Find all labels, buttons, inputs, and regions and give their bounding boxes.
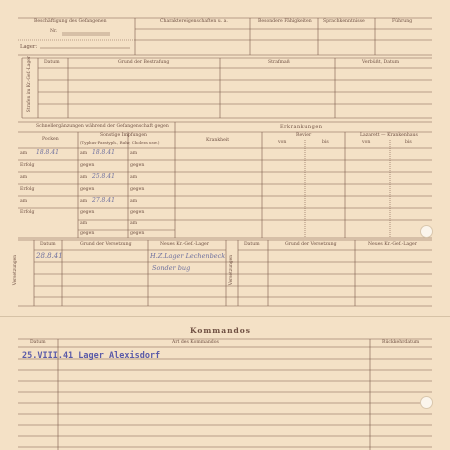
kommando-stamp: 25.VIII.41 Lager Alexisdorf [22,351,161,361]
strafen-side-label: Strafen im Kr.-Gef.-Lager [26,56,32,113]
kommandos-title: Kommandos [190,326,252,335]
row-label: gegen [80,231,95,236]
special-abilities-label: Besondere Fähigkeiten [258,19,312,24]
row-label: Erfolg [20,163,35,168]
hospital-header: Lazarett — Krankenhaus [360,133,418,138]
punch-hole [420,396,433,409]
row-label: am [130,199,138,204]
row-label: gegen [130,231,145,236]
revier-from: von [278,140,287,145]
transfer-reason-header: Grund der Versetzung [80,242,132,247]
vaccination-title: Schnellergänzungen während der Gefangenschaft gegen [36,124,169,129]
revier-header: Revier [296,133,312,138]
row-label: am [20,175,28,180]
card-fold-line [0,316,450,317]
hospital-to: bis [405,140,412,145]
other-vacc-sub: (Typhus-Paratyph., Ruhr, Cholera usw.) [80,140,160,145]
vacc-date: 27.8.41 [92,197,115,204]
smallpox-date: 18.8.41 [36,149,59,156]
kommandos-return-header: Rückkehrdatum [382,340,420,345]
revier-to: bis [322,140,329,145]
row-label: Erfolg [20,210,35,215]
row-label: am [80,221,88,226]
employment-label: Beschäftigung des Gefangenen [34,19,107,24]
strafen-date-header: Datum [44,60,60,65]
row-label: am [20,151,28,156]
row-label: Erfolg [20,187,35,192]
languages-label: Sprachkenntnisse [323,19,365,24]
transfer-camp-line2: Sonder bug [152,264,191,272]
row-label: am [80,199,88,204]
other-vacc-header: Sonstige Impfungen [100,133,148,138]
row-label: gegen [80,187,95,192]
transfer-camp-header-2: Neues Kr.-Gef.-Lager [368,242,417,247]
vacc-date: 25.8.41 [92,173,115,180]
row-label: gegen [80,163,95,168]
illness-header: Krankheit [206,138,230,143]
hospital-from: von [362,140,371,145]
kommandos-type-header: Art des Kommandos [172,340,219,345]
transfer-date-header-2: Datum [244,242,260,247]
row-label: am [130,221,138,226]
row-label: am [130,151,138,156]
transfer-date-header: Datum [40,242,56,247]
transfer-camp-line1: H.Z.Lager Lechenbeck [150,252,226,260]
transfers-side-label-right: Versetzungen [228,254,234,286]
kommandos-date-header: Datum [30,340,46,345]
transfer-date: 28.8.41 [36,252,63,260]
transfer-camp-header: Neues Kr.-Gef.-Lager [160,242,209,247]
row-label: gegen [130,187,145,192]
smallpox-header: Pocken [42,137,59,142]
punch-hole [420,225,433,238]
strafen-reason-header: Grund der Bestrafung [118,60,170,65]
strafen-sentence-header: Strafmaß [268,60,290,65]
row-label: am [130,175,138,180]
row-label: am [80,175,88,180]
strafen-served-header: Verbüßt, Datum [362,60,400,65]
transfers-side-label-left: Versetzungen [12,254,18,286]
row-label: gegen [130,210,145,215]
conduct-label: Führung [392,19,413,24]
row-label: gegen [130,163,145,168]
lager-label: Lager: [20,44,38,50]
transfer-reason-header-2: Grund der Versetzung [285,242,337,247]
row-label: am [20,199,28,204]
row-label: gegen [80,210,95,215]
row-label: am [80,151,88,156]
nr-label: Nr. [50,29,58,34]
vacc-date: 18.8.41 [92,149,115,156]
illness-title: Erkrankungen [280,124,323,130]
character-label: Charaktereigenschaften u. a. [160,19,228,24]
